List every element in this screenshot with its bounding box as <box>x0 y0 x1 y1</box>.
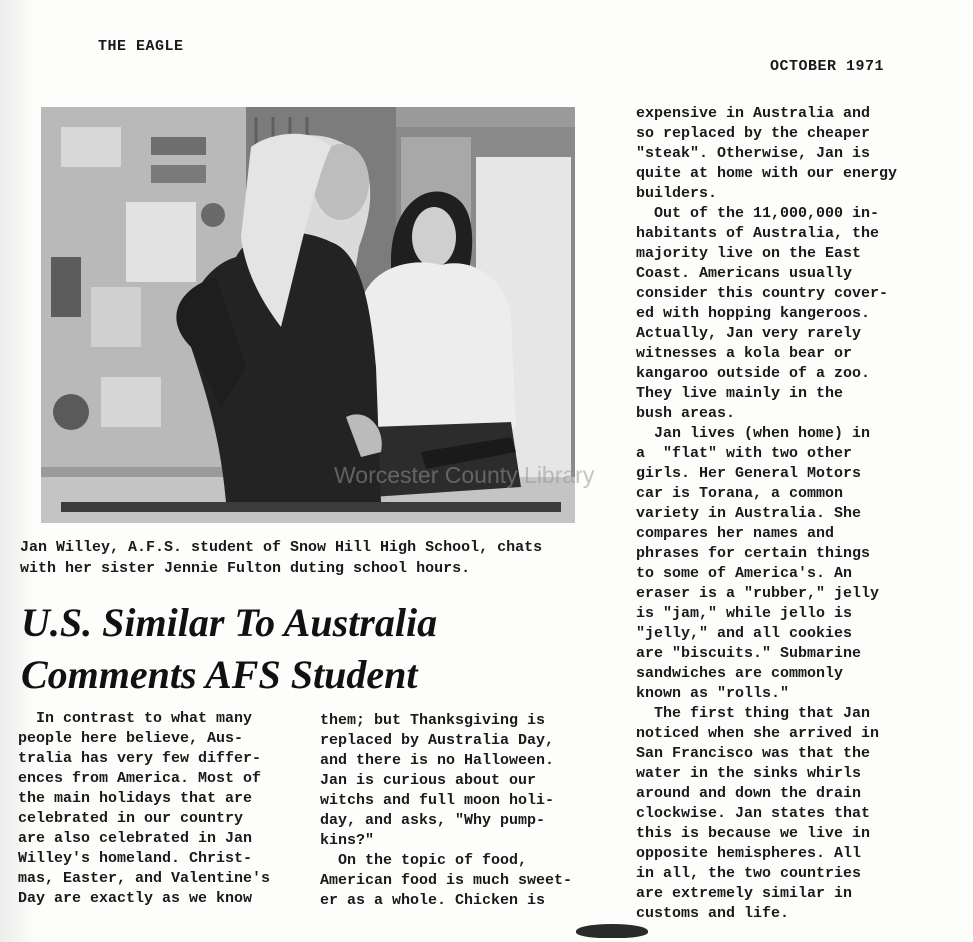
text-line: this is because we live in <box>636 825 871 842</box>
text-line: quite at home with our energy <box>636 165 898 182</box>
text-line: and there is no Halloween. <box>320 752 555 769</box>
text-line: ed with hopping kangeroos. <box>636 305 871 322</box>
article-column-3 <box>636 104 936 924</box>
text-line: expensive in Australia and <box>636 105 871 122</box>
text-line: tralia has very few differ- <box>18 750 262 767</box>
text-line: They live mainly in the <box>636 385 844 402</box>
text-line: a "flat" with two other <box>636 445 853 462</box>
text-line: ences from America. Most of <box>18 770 262 787</box>
text-line: "jelly," and all cookies <box>636 625 853 642</box>
text-line: kangaroo outside of a zoo. <box>636 365 871 382</box>
text-line: builders. <box>636 185 718 202</box>
text-line: sandwiches are commonly <box>636 665 844 682</box>
text-line: Coast. Americans usually <box>636 265 853 282</box>
text-line: compares her names and <box>636 525 835 542</box>
text-line: majority live on the East <box>636 245 862 262</box>
text-line: water in the sinks whirls <box>636 765 862 782</box>
photo-caption <box>20 537 620 579</box>
text-line: is "jam," while jello is <box>636 605 853 622</box>
text-line: witnesses a kola bear or <box>636 345 853 362</box>
text-line: bush areas. <box>636 405 736 422</box>
text-line: customs and life. <box>636 905 790 922</box>
text-line: Day are exactly as we know <box>18 890 253 907</box>
text-line: mas, Easter, and Valentine's <box>18 870 271 887</box>
text-line: known as "rolls." <box>636 685 790 702</box>
text-line: witchs and full moon holi- <box>320 792 555 809</box>
text-line: The first thing that Jan <box>636 705 871 722</box>
publication-date: OCTOBER 1971 <box>770 58 885 75</box>
text-line: On the topic of food, <box>320 852 528 869</box>
text-line: Jan lives (when home) in <box>636 425 871 442</box>
headline-line: U.S. Similar To Australia <box>21 600 438 645</box>
text-line: replaced by Australia Day, <box>320 732 555 749</box>
text-line: consider this country cover- <box>636 285 889 302</box>
caption-line: with her sister Jennie Fulton duting school hours. <box>20 560 471 577</box>
text-line: Out of the 11,000,000 in- <box>636 205 880 222</box>
text-line: around and down the drain <box>636 785 862 802</box>
text-line: clockwise. Jan states that <box>636 805 871 822</box>
text-line: celebrated in our country <box>18 810 244 827</box>
headline-line: Comments AFS Student <box>21 652 418 697</box>
article-column-2 <box>320 711 610 911</box>
text-line: them; but Thanksgiving is <box>320 712 546 729</box>
text-line: phrases for certain things <box>636 545 871 562</box>
text-line: Jan is curious about our <box>320 772 537 789</box>
article-headline <box>21 597 621 701</box>
text-line: San Francisco was that the <box>636 745 871 762</box>
text-line: In contrast to what many <box>18 710 253 727</box>
text-line: American food is much sweet- <box>320 872 573 889</box>
text-line: kins?" <box>320 832 375 849</box>
text-line: the main holidays that are <box>18 790 253 807</box>
article-column-1 <box>18 709 303 909</box>
text-line: girls. Her General Motors <box>636 465 862 482</box>
text-line: so replaced by the cheaper <box>636 125 871 142</box>
text-line: "steak". Otherwise, Jan is <box>636 145 871 162</box>
text-line: are extremely similar in <box>636 885 853 902</box>
text-line: day, and asks, "Why pump- <box>320 812 546 829</box>
text-line: in all, the two countries <box>636 865 862 882</box>
text-line: are also celebrated in Jan <box>18 830 253 847</box>
text-line: habitants of Australia, the <box>636 225 880 242</box>
text-line: people here believe, Aus- <box>18 730 244 747</box>
text-line: are "biscuits." Submarine <box>636 645 862 662</box>
text-line: noticed when she arrived in <box>636 725 880 742</box>
watermark-text: Worcester County Library <box>334 462 595 488</box>
text-line: Actually, Jan very rarely <box>636 325 862 342</box>
text-line: variety in Australia. She <box>636 505 862 522</box>
photo-illustration <box>41 107 575 523</box>
article-photo <box>41 107 575 523</box>
text-line: car is Torana, a common <box>636 485 844 502</box>
caption-line: Jan Willey, A.F.S. student of Snow Hill High School, chats <box>20 539 543 556</box>
ink-blot <box>576 924 648 938</box>
publication-name: THE EAGLE <box>98 38 184 55</box>
text-line: Willey's homeland. Christ- <box>18 850 253 867</box>
text-line: eraser is a "rubber," jelly <box>636 585 880 602</box>
text-line: to some of America's. An <box>636 565 853 582</box>
text-line: opposite hemispheres. All <box>636 845 862 862</box>
text-line: er as a whole. Chicken is <box>320 892 546 909</box>
